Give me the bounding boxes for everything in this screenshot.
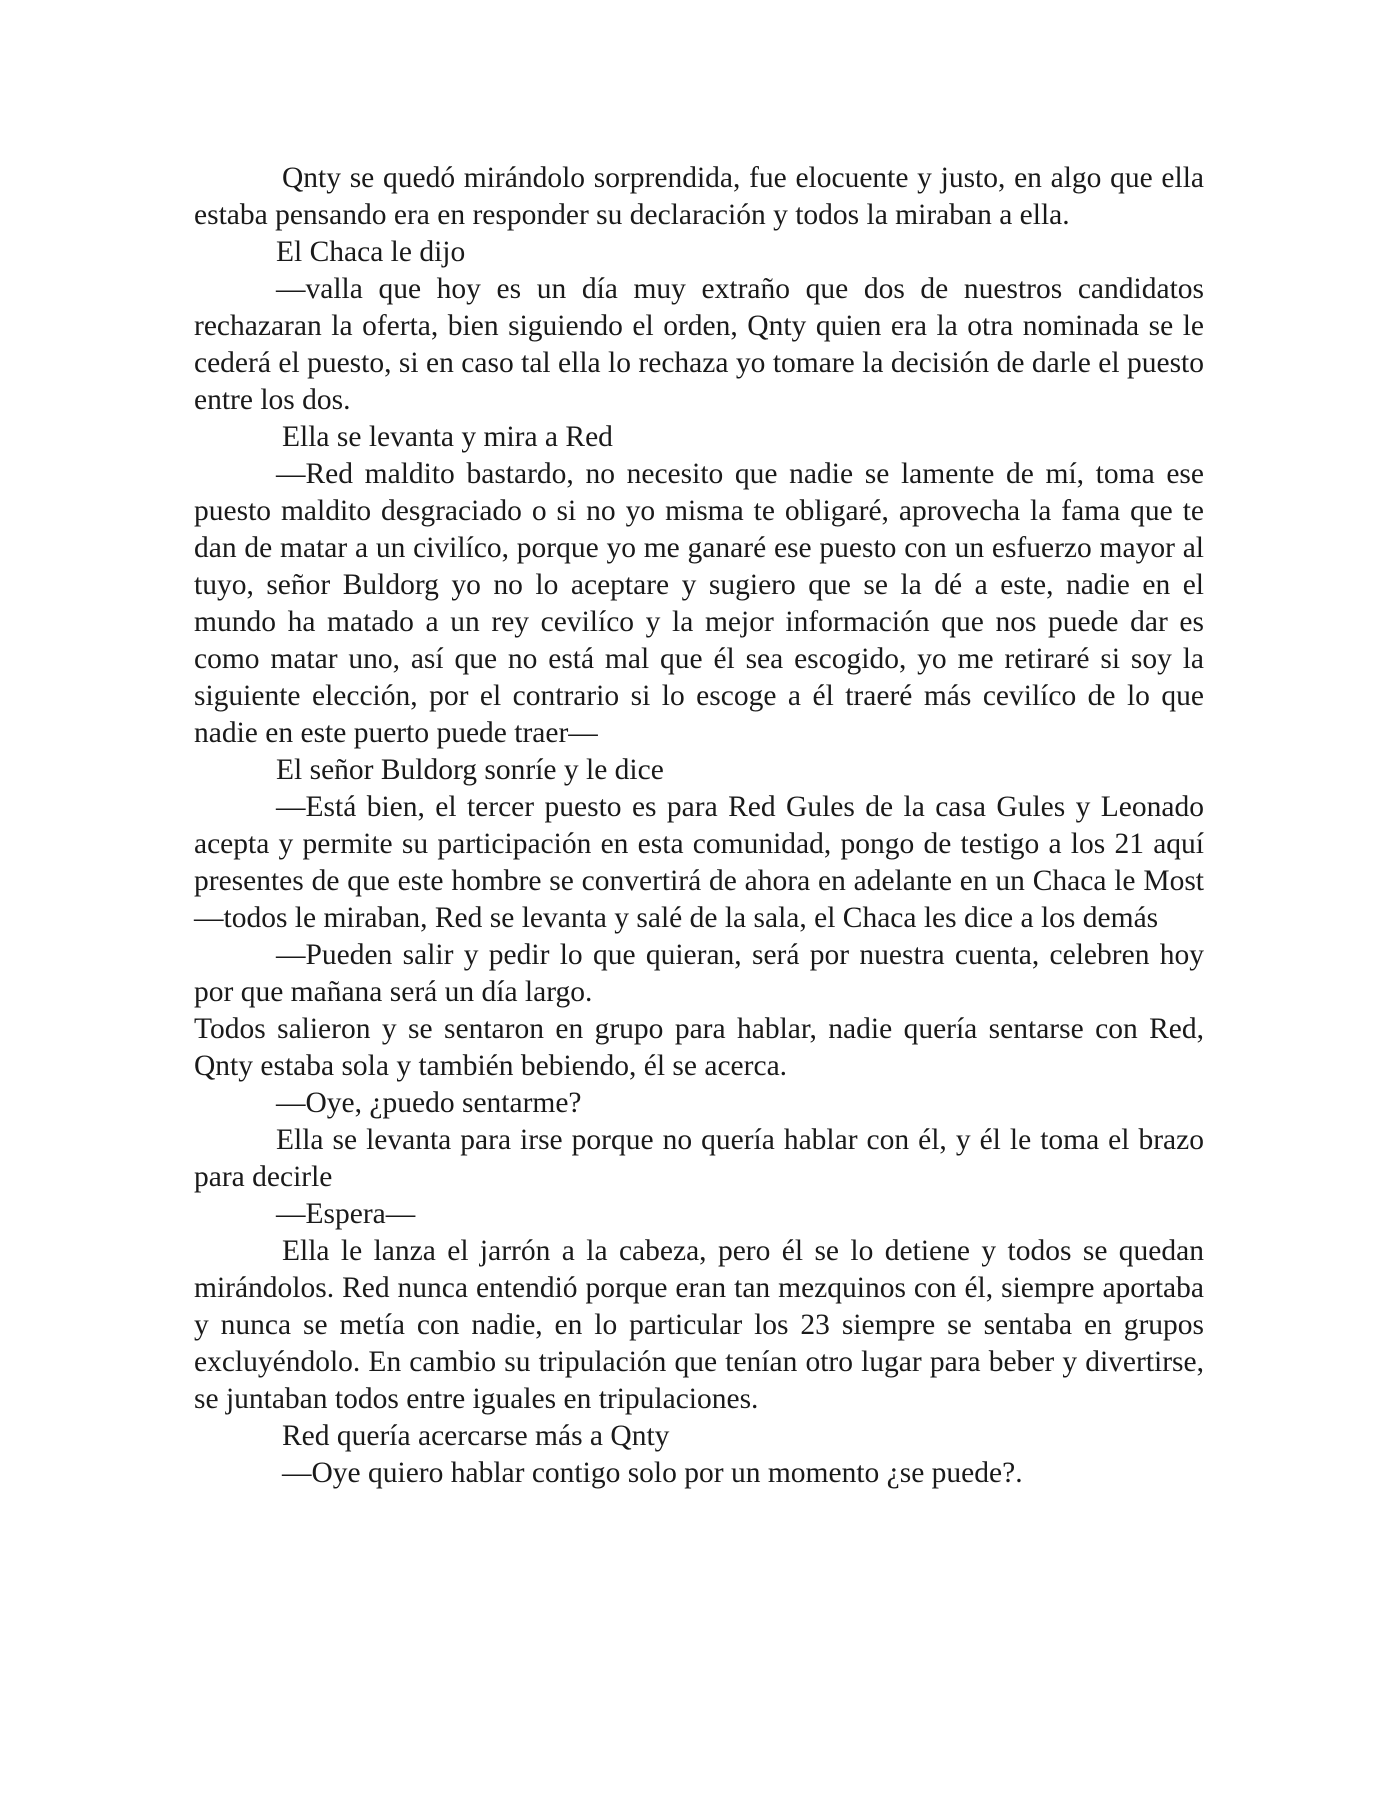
paragraph: —Pueden salir y pedir lo que quieran, será por nuestra cuenta, celebren hoy por que mañana será un día largo.	[194, 939, 1204, 1008]
paragraph: Qnty se quedó mirándolo sorprendida, fue elocuente y justo, en algo que ella estaba pensando era en responder su declaración y todos la miraban a ella.	[194, 162, 1204, 231]
paragraph: —Espera—	[276, 1198, 416, 1230]
paragraph: —Oye quiero hablar contigo solo por un momento ¿se puede?.	[282, 1457, 1023, 1489]
paragraph: Red quería acercarse más a Qnty	[282, 1420, 670, 1452]
paragraph: —Oye, ¿puedo sentarme?	[276, 1087, 582, 1119]
paragraph: Todos salieron y se sentaron en grupo para hablar, nadie quería sentarse con Red, Qnty estaba sola y también bebiendo, él se acerca.	[194, 1013, 1204, 1082]
paragraph: —valla que hoy es un día muy extraño que dos de nuestros candidatos rechazaran la oferta, bien siguiendo el orden, Qnty quien era la otra nominada se le cederá el puesto, si en caso tal ella lo rechaza yo tomare la decisión de darle el puesto entre los dos.	[194, 273, 1204, 416]
paragraph: Ella le lanza el jarrón a la cabeza, pero él se lo detiene y todos se quedan mirándolos. Red nunca entendió porque eran tan mezquinos con él, siempre aportaba y nunca se metía con nadie, en lo particular los 23 siempre se sentaba en grupos excluyéndolo. En cambio su tripulación que tenían otro lugar para beber y divertirse, se juntaban todos entre iguales en tripulaciones.	[194, 1235, 1204, 1415]
paragraph: —Está bien, el tercer puesto es para Red Gules de la casa Gules y Leonado acepta y permite su participación en esta comunidad, pongo de testigo a los 21 aquí presentes de que este hombre se convertirá de ahora en adelante en un Chaca le Most —todos le miraban, Red se levanta y salé de la sala, el Chaca les dice a los demás	[194, 791, 1204, 934]
paragraph: El señor Buldorg sonríe y le dice	[276, 754, 664, 786]
paragraph: Ella se levanta para irse porque no quería hablar con él, y él le toma el brazo para decirle	[194, 1124, 1204, 1193]
paragraph: —Red maldito bastardo, no necesito que nadie se lamente de mí, toma ese puesto maldito desgraciado o si no yo misma te obligaré, aprovecha la fama que te dan de matar a un civilíco, porque yo me ganaré ese puesto con un esfuerzo mayor al tuyo, señor Buldorg yo no lo aceptare y sugiero que se la dé a este, nadie en el mundo ha matado a un rey cevilíco y la mejor información que nos puede dar es como matar uno, así que no está mal que él sea escogido, yo me retiraré si soy la siguiente elección, por el contrario si lo escoge a él traeré más cevilíco de lo que nadie en este puerto puede traer—	[194, 458, 1204, 749]
paragraph: Ella se levanta y mira a Red	[282, 421, 613, 453]
document-page	[194, 160, 1204, 1492]
paragraph: El Chaca le dijo	[276, 236, 466, 268]
